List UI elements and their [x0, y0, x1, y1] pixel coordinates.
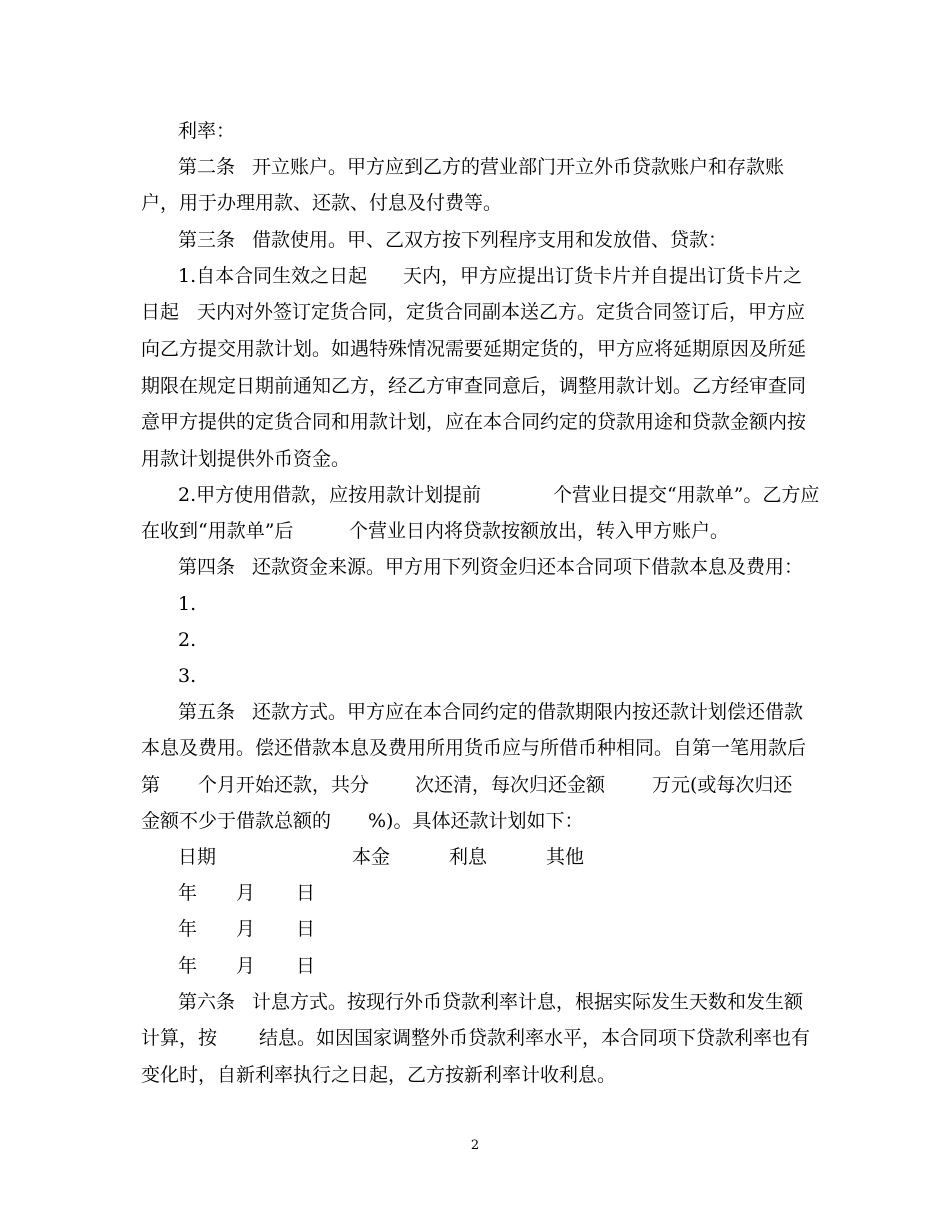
schedule-month: 月	[236, 955, 256, 977]
clause-text: 天内对外签订定货合同，定货合同副本送乙方。定货合同签订后，甲方应	[197, 301, 806, 323]
list-item-text: 1.自本合同生效之日起	[178, 265, 368, 287]
clause-text: 向乙方提交用款计划。如遇特殊情况需要延期定货的，甲方应将延期原因及所延	[141, 338, 807, 360]
schedule-month: 月	[236, 918, 256, 940]
body-line	[0, 1026, 950, 1050]
list-item	[0, 628, 950, 652]
body-line	[0, 773, 950, 797]
list-item	[0, 664, 950, 688]
clause-4-line	[0, 555, 950, 579]
clause-heading: 第四条	[178, 556, 236, 578]
clause-text: 开立账户。甲方应到乙方的营业部门开立外币贷款账户和存款账	[252, 156, 785, 178]
page-number: 2	[470, 1138, 480, 1153]
clause-text: 次还清，每次归还金额	[415, 774, 606, 796]
clause-text: 用款计划提供外币资金。	[141, 448, 351, 470]
clause-2-line	[0, 155, 950, 179]
list-item-number: 1.	[178, 593, 197, 615]
list-item-number: 2.	[178, 629, 197, 651]
list-item-number: 3.	[178, 665, 197, 687]
body-line	[0, 191, 950, 215]
schedule-row	[0, 954, 950, 978]
schedule-day: 日	[296, 918, 316, 940]
clause-6-line	[0, 990, 950, 1014]
body-line	[0, 1063, 950, 1087]
body-line	[0, 809, 950, 833]
schedule-day: 日	[296, 955, 316, 977]
schedule-year: 年	[178, 918, 198, 940]
list-item-text: 个营业日提交“用款单”。乙方应	[553, 484, 820, 506]
schedule-year: 年	[178, 882, 198, 904]
list-item	[0, 592, 950, 616]
schedule-row	[0, 881, 950, 905]
body-line	[0, 483, 950, 507]
clause-text: 变化时，自新利率执行之日起，乙方按新利率计收利息。	[141, 1064, 617, 1086]
list-item-text: 天内，甲方应提出订货卡片并自提出订货卡片之	[403, 265, 803, 287]
clause-text: 还款资金来源。甲方用下列资金归还本合同项下借款本息及费用：	[252, 556, 804, 578]
rate-label: 利率：	[178, 120, 236, 142]
clause-heading: 第五条	[178, 701, 236, 723]
clause-text: 第	[141, 774, 161, 796]
body-line	[0, 519, 950, 543]
clause-text: 在收到“用款单”后	[141, 520, 294, 542]
clause-text: 借款使用。甲、乙双方按下列程序支用和发放借、贷款：	[252, 229, 728, 251]
clause-text: 金额不少于借款总额的	[141, 810, 332, 832]
clause-text: 意甲方提供的定货合同和用款计划，应在本合同约定的贷款用途和贷款金额内按	[141, 411, 807, 433]
list-item-text: 2.甲方使用借款，应按用款计划提前	[178, 484, 482, 506]
body-line	[0, 119, 950, 143]
body-line	[0, 410, 950, 434]
schedule-year: 年	[178, 955, 198, 977]
schedule-month: 月	[236, 882, 256, 904]
clause-text: 日起	[141, 301, 180, 323]
clause-heading: 第三条	[178, 229, 236, 251]
clause-text: 还款方式。甲方应在本合同约定的借款期限内按还款计划偿还借款	[252, 701, 804, 723]
body-line	[0, 374, 950, 398]
clause-text: 个营业日内将贷款按额放出，转入甲方账户。	[349, 520, 730, 542]
schedule-day: 日	[296, 882, 316, 904]
clause-text: 万元(或每次归还	[652, 774, 793, 796]
schedule-header-date: 日期	[178, 846, 217, 868]
clause-text: 期限在规定日期前通知乙方，经乙方审查同意后，调整用款计划。乙方经审查同	[141, 375, 807, 397]
clause-heading: 第六条	[178, 991, 236, 1013]
clause-text: 计算，按	[141, 1027, 218, 1049]
clause-text: 户，用于办理用款、还款、付息及付费等。	[141, 192, 503, 214]
schedule-header-principal: 本金	[352, 846, 391, 868]
schedule-header-other: 其他	[546, 846, 585, 868]
body-line	[0, 736, 950, 760]
clause-text: 计息方式。按现行外币贷款利率计息，根据实际发生天数和发生额	[252, 991, 804, 1013]
body-line	[0, 300, 950, 324]
schedule-header-interest: 利息	[449, 846, 488, 868]
schedule-row	[0, 917, 950, 941]
schedule-header-row	[0, 845, 950, 869]
clause-text: 结息。如因国家调整外币贷款利率水平，本合同项下贷款利率也有	[259, 1027, 811, 1049]
clause-text: %)。具体还款计划如下：	[368, 810, 584, 832]
body-line	[0, 264, 950, 288]
clause-heading: 第二条	[178, 156, 236, 178]
clause-text: 个月开始还款，共分	[198, 774, 370, 796]
clause-3-line	[0, 228, 950, 252]
clause-5-line	[0, 700, 950, 724]
body-line	[0, 447, 950, 471]
body-line	[0, 337, 950, 361]
clause-text: 本息及费用。偿还借款本息及费用所用货币应与所借币种相同。自第一笔用款后	[141, 737, 807, 759]
